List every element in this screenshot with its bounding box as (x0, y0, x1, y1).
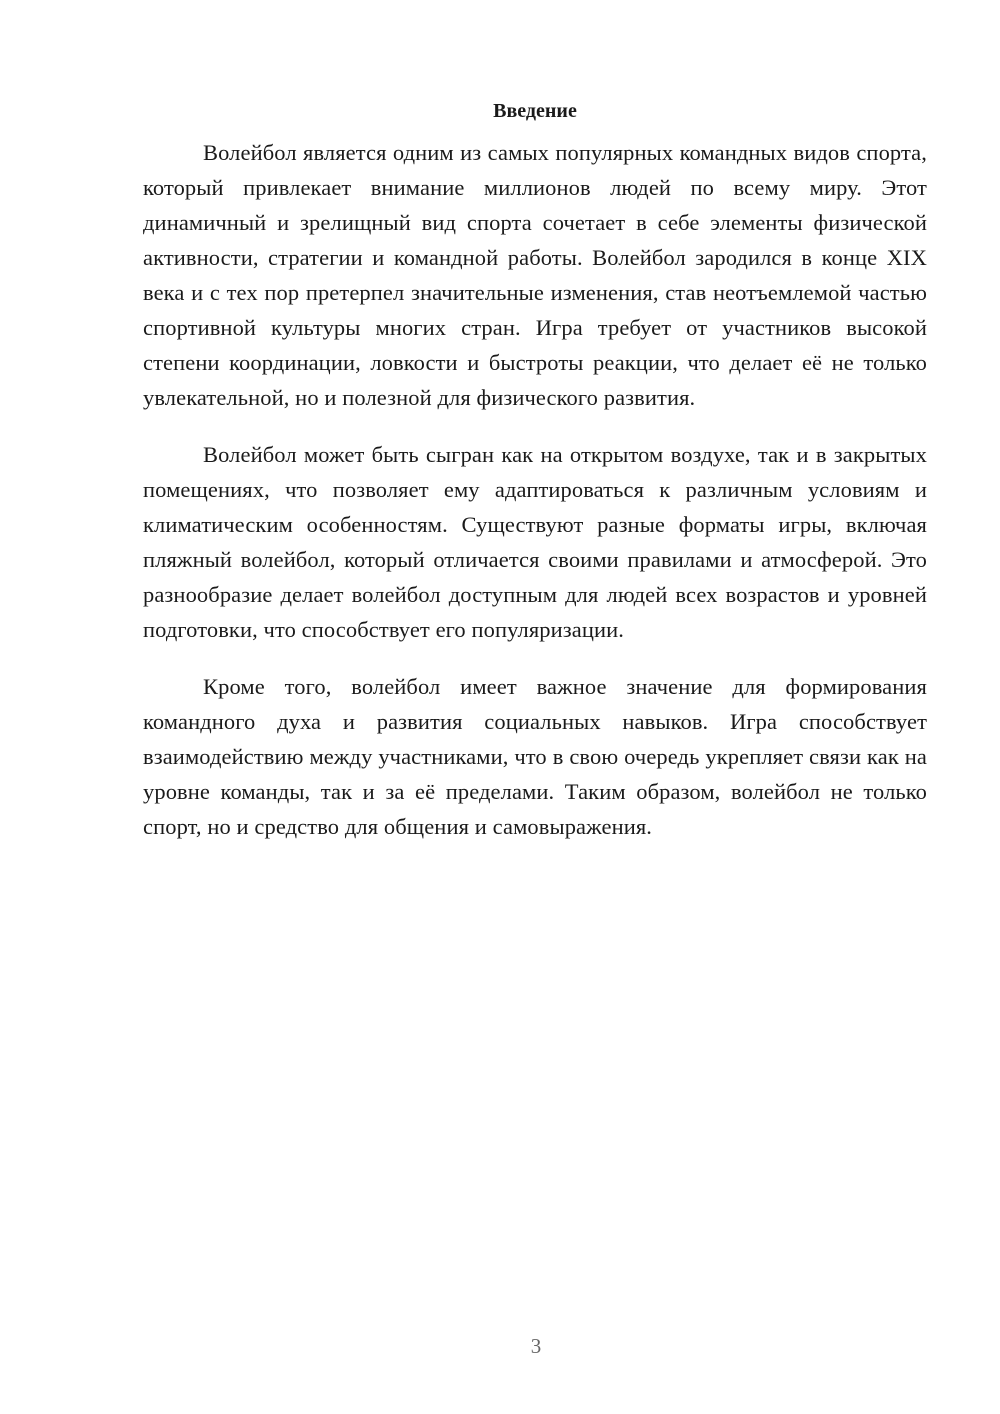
page-content (143, 97, 927, 844)
paragraph-1: Волейбол является одним из самых популярных командных видов спорта, который привлекает внимание миллионов людей по всему миру. Этот динамичный и зрелищный вид спорта сочетает в себе элементы физической активности, стратегии и командной работы. Волейбол зародился в конце XIX века и с тех пор претерпел значительные изменения, став неотъемлемой частью спортивной культуры многих стран. Игра требует от участников высокой степени координации, ловкости и быстроты реакции, что делает её не только увлекательной, но и полезной для физического развития. (143, 140, 927, 410)
section-heading: Введение (493, 100, 577, 122)
page-number: 3 (530, 1334, 542, 1358)
paragraph-2: Волейбол может быть сыгран как на открытом воздухе, так и в закрытых помещениях, что позволяет ему адаптироваться к различным условиям и климатическим особенностям. Существуют разные форматы игры, включая пляжный волейбол, который отличается своими правилами и атмосферой. Это разнообразие делает волейбол доступным для людей всех возрастов и уровней подготовки, что способствует его популяризации. (143, 442, 927, 642)
paragraph-3: Кроме того, волейбол имеет важное значение для формирования командного духа и развития социальных навыков. Игра способствует взаимодействию между участниками, что в свою очередь укрепляет связи как на уровне команды, так и за её пределами. Таким образом, волейбол не только спорт, но и средство для общения и самовыражения. (143, 674, 927, 839)
